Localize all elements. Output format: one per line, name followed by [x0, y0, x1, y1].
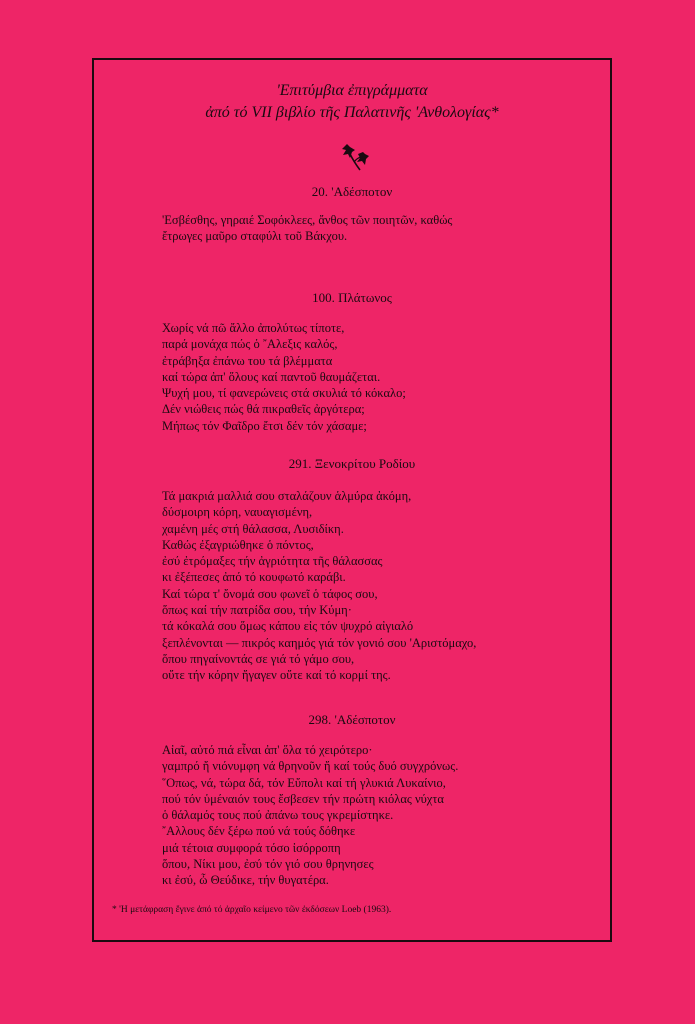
poem-100-text [162, 320, 602, 434]
verse-line: ῎Αλλους δέν ξέρω πού νά τούς δόθηκε [162, 824, 356, 839]
verse-line: ὅπως καί τήν πατρίδα σου, τήν Κύμη· [162, 603, 352, 618]
verse-line: Αἰαῖ, αὐτό πιά εἶναι ἀπ' ὅλα τό χειρότερο· [162, 743, 373, 757]
poem-291-text [162, 488, 602, 684]
poem-298-text [162, 742, 602, 889]
verse-line: ἔτρωγες μαῦρο σταφύλι τοῦ Βάκχου. [162, 229, 348, 244]
title-line-2: ἀπό τό VII βιβλίο τῆς Παλατινῆς 'Ανθολογίας* [205, 104, 499, 121]
verse-line: κι ἐξέπεσες ἀπό τό κουφωτό καράβι. [162, 570, 346, 585]
verse-line: Καί τώρα τ' ὄνομά σου φωνεῖ ὁ τάφος σου, [162, 586, 378, 601]
verse-line: Ψυχή μου, τί φανερώνεις στά σκυλιά τό κόκαλο; [162, 386, 406, 401]
verse-line: ἐτράβηξα ἐπάνω του τά βλέμματα [162, 353, 333, 368]
poem-20-text [162, 212, 602, 245]
ivy-leaf-ornament-icon [338, 140, 372, 172]
verse-line: χαμένη μές στή θάλασσα, Λυσιδίκη. [162, 521, 344, 536]
verse-line: κι ἐσύ, ὦ Θεύδικε, τήν θυγατέρα. [162, 873, 329, 888]
verse-line: 'Εσβέσθης, γηραιέ Σοφόκλεες, ἄνθος τῶν ποιητῶν, καθώς [162, 213, 453, 227]
verse-line: ξεπλένονται — πικρός καημός γιά τόν γονιό σου 'Αριστόμαχο, [162, 635, 477, 650]
verse-line: γαμπρό ἤ νιόνυμφη νά θρηνοῦν ἤ καί τούς δυό συγχρόνως. [162, 759, 459, 774]
verse-line: Χωρίς νά πῶ ἄλλο ἀπολύτως τίποτε, [162, 321, 345, 335]
poem-heading-100: 100. Πλάτωνος [312, 290, 392, 305]
verse-line: Δέν νιώθεις πώς θά πικραθεῖς ἀργότερα; [162, 402, 365, 417]
verse-line: ὅπου, Νίκι μου, ἐσύ τόν γιό σου θρηνησες [162, 857, 374, 872]
poem-heading-20: 20. 'Αδέσποτον [311, 184, 393, 199]
footnote: * 'Η μετάφραση ἔγινε ἀπό τό ἀρχαῖο κείμενο τῶν ἐκδόσεων Loeb (1963). [112, 905, 392, 915]
verse-line: Μήπως τόν Φαῖδρο ἔτσι δέν τόν χάσαμε; [162, 418, 367, 433]
verse-line: ῞Οπως, νά, τώρα δά, τόν Εὔπολι καί τή γλυκιά Λυκαίνιο, [162, 775, 446, 790]
verse-line: μιά τέτοια συμφορά τόσο ἰσόρροπη [162, 840, 341, 855]
verse-line: ἐσύ ἐτρόμαξες τήν ἀγριότητα τῆς θάλασσας [162, 554, 383, 569]
page-title [94, 80, 610, 124]
verse-line: Καθώς ἐξαγριώθηκε ὁ πόντος, [162, 537, 314, 552]
verse-line: οὔτε τήν κόρην ἤγαγεν οὔτε καί τό κορμί της. [162, 668, 391, 683]
verse-line: δύσμοιρη κόρη, ναυαγισμένη, [162, 505, 313, 520]
verse-line: καί τώρα ἀπ' ὅλους καί παντοῦ θαυμάζεται. [162, 369, 381, 384]
verse-line: ὁ θάλαμός τους πού ἀπάνω τους γκρεμίστηκε. [162, 808, 394, 823]
poem-heading-298: 298. 'Αδέσποτον [308, 712, 396, 727]
verse-line: ὅπου πηγαίνοντάς σε γιά τό γάμο σου, [162, 651, 355, 666]
verse-line: τά κόκαλά σου ὅμως κάπου εἰς τόν ψυχρό αἰγιαλό [162, 619, 414, 634]
verse-line: πού τόν ὑμέναιόν τους ἔσβεσεν τήν πρώτη κιόλας νύχτα [162, 791, 444, 806]
verse-line: Τά μακριά μαλλιά σου σταλάζουν ἁλμύρα ἀκόμη, [162, 489, 412, 503]
title-line-1: 'Επιτύμβια ἐπιγράμματα [276, 82, 428, 99]
verse-line: παρά μονάχα πώς ὁ ῎Αλεξις καλός, [162, 337, 338, 352]
page-frame [92, 58, 612, 942]
poem-heading-291: 291. Ξενοκρίτου Ροδίου [288, 456, 416, 471]
